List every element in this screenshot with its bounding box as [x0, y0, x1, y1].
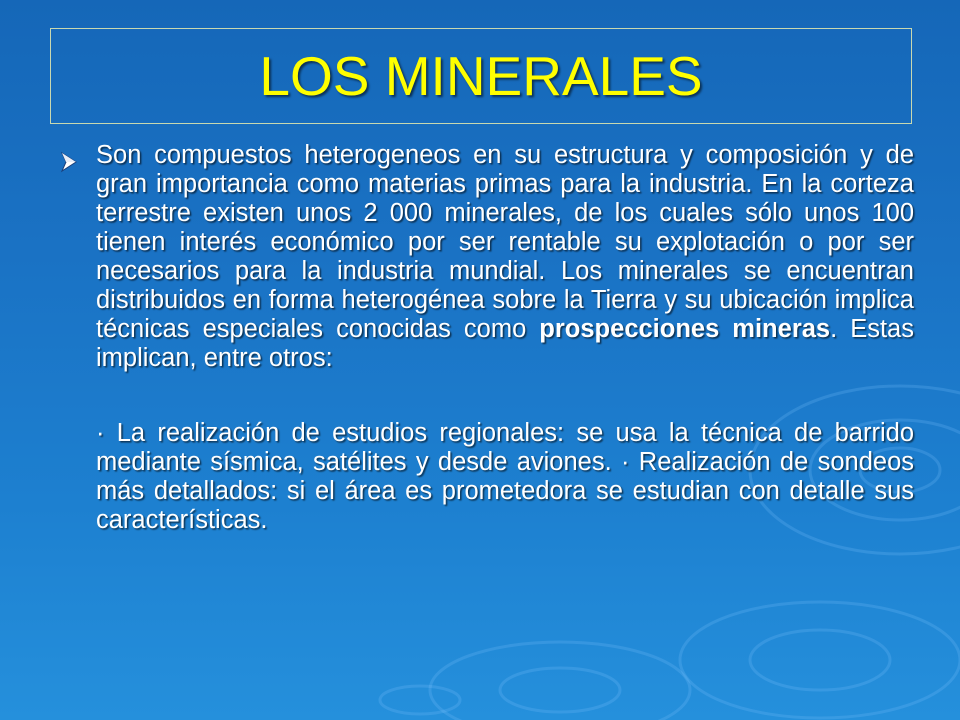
- list-item-2: · Realización de sondeos más detallados: si el área es prometedora se estudian con detalle sus características.: [96, 448, 914, 534]
- arrow-bullet-icon: [60, 151, 78, 173]
- slide-title: LOS MINERALES: [259, 44, 703, 107]
- paragraph-bold: prospecciones mineras: [539, 315, 831, 343]
- list-item: [96, 419, 914, 535]
- intro-paragraph: [96, 141, 914, 373]
- title-frame: [50, 28, 912, 124]
- paragraph-part1: Son compuestos heterogeneos en su estructura y composición y de gran importancia como materias primas para la industria. En la corteza terrestre existen unos 2 000 minerales, de los cuales sólo unos 100 tienen interés económico por ser rentable su explotación o por ser necesarios para la industria mundial.: [96, 141, 914, 285]
- paragraph-part2: Los minerales se encuentran distribuidos en forma heterogénea sobre la Tierra y su ubicación implica técnicas especiales conocidas como: [96, 257, 914, 343]
- list-item-1: · La realización de estudios regionales: se usa la técnica de barrido mediante sísmica, satélites y desde aviones.: [96, 419, 914, 476]
- paragraph-part3: . Estas implican, entre otros:: [96, 315, 914, 372]
- slide-body: [96, 141, 914, 535]
